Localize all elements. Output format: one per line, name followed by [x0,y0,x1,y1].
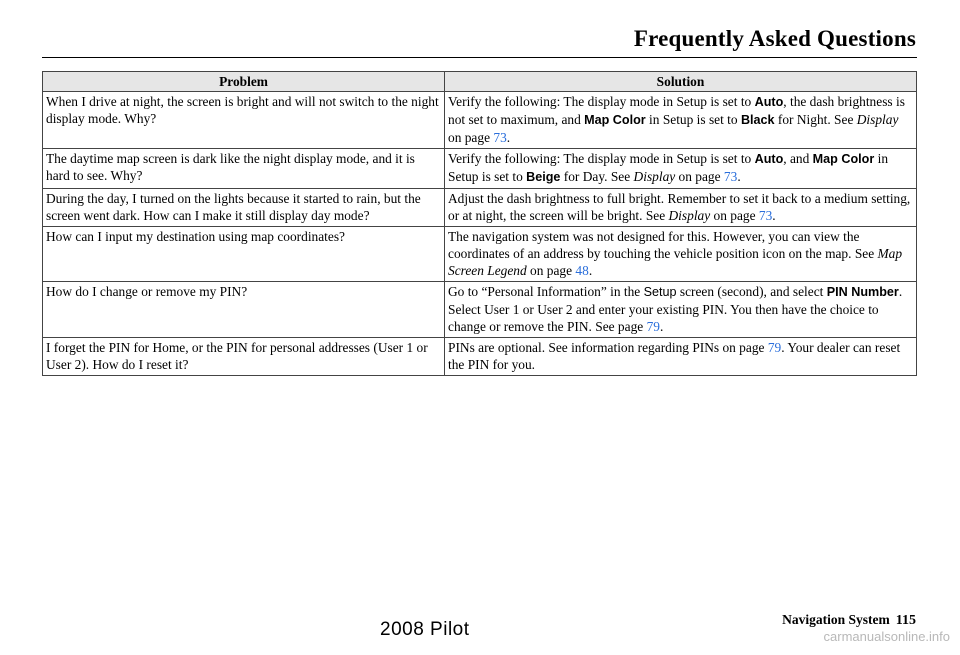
page-link[interactable]: 73 [723,169,738,184]
problem-cell: The daytime map screen is dark like the night display mode, and it is hard to see. Why? [43,149,445,189]
solution-text: . [772,208,776,223]
solution-text: Adjust the dash brightness to full bright. Remember to set it back to a medium setting, or at night, the screen will be bright. See [448,191,911,223]
solution-text: . [506,130,511,145]
watermark-site-label: carmanualsonline.info [823,629,950,644]
table-row [43,92,917,149]
page-link[interactable]: 73 [758,208,773,223]
setting-term: Black [740,113,775,127]
setting-term: Map Color [812,152,875,166]
problem-cell: During the day, I turned on the lights because it started to rain, but the screen went dark. How can I make it still display day mode? [43,189,445,227]
solution-text: , the dash brightness is not set to maximum, and [448,94,905,127]
table-row [43,282,917,338]
problem-column-header: Problem [43,72,445,92]
solution-text: . [659,319,664,334]
section-reference: Map Screen Legend [448,246,903,278]
solution-text: on page [448,130,494,145]
table-row [43,189,917,227]
setting-term: PIN Number [826,285,899,299]
problem-cell: When I drive at night, the screen is bright and will not switch to the night display mode. Why? [43,92,445,149]
page-link[interactable]: 73 [493,130,507,145]
faq-table [42,71,917,376]
page-title: Frequently Asked Questions [633,26,916,51]
setting-term: Auto [754,95,784,109]
page-link[interactable]: 79 [767,340,782,355]
solution-text: PINs are optional. See information regarding PINs on page [448,340,768,355]
solution-text: Verify the following: The display mode in Setup is set to [448,94,755,109]
solution-cell [445,92,917,149]
setting-term: Auto [754,152,784,166]
section-reference: Display [668,208,711,223]
solution-text: . [588,263,593,278]
solution-text: for Night. See [774,112,857,127]
setting-term: Map Color [584,113,646,127]
solution-text: for Day. See [560,169,634,184]
solution-cell [445,282,917,338]
problem-cell: I forget the PIN for Home, or the PIN for personal addresses (User 1 or User 2). How do I reset it? [43,338,445,376]
table-row [43,149,917,189]
solution-cell [445,338,917,376]
solution-text: Go to “Personal Information” in the [448,284,644,299]
problem-cell: How do I change or remove my PIN? [43,282,445,338]
table-row [43,227,917,282]
solution-text: , and [783,151,813,166]
page-link[interactable]: 48 [575,263,589,278]
page-number: 115 [895,613,916,628]
section-reference: Display [633,169,676,184]
table-header-row [43,72,917,92]
solution-text: screen (second), and select [676,284,827,299]
solution-text: in Setup is set to [645,112,741,127]
solution-text: . Select User 1 or User 2 and enter your existing PIN. You then have the choice to change or remove the PIN. See page [448,284,903,334]
solution-text: on page [710,208,759,223]
watermark-model-label: 2008 Pilot [380,619,470,640]
setting-term: Beige [526,170,561,184]
solution-text: in Setup is set to [448,151,889,184]
problem-cell: How can I input my destination using map coordinates? [43,227,445,282]
solution-text: Verify the following: The display mode in Setup is set to [448,151,755,166]
solution-column-header: Solution [445,72,917,92]
page-link[interactable]: 79 [646,319,660,334]
title-divider [42,57,917,58]
solution-text: . [737,169,741,184]
watermark-bar [0,617,960,655]
solution-cell [445,149,917,189]
solution-text: on page [675,169,724,184]
solution-text: on page [526,263,576,278]
solution-cell [445,189,917,227]
section-reference: Display [856,112,899,127]
solution-text: The navigation system was not designed for this. However, you can view the coordinates of an address by touching the vehicle position icon on the map. See [448,229,878,261]
solution-cell [445,227,917,282]
footer-section-title: Navigation System [782,612,890,627]
solution-text: . Your dealer can reset the PIN for you. [448,340,901,372]
table-row [43,338,917,376]
setup-term: Setup [643,285,677,299]
